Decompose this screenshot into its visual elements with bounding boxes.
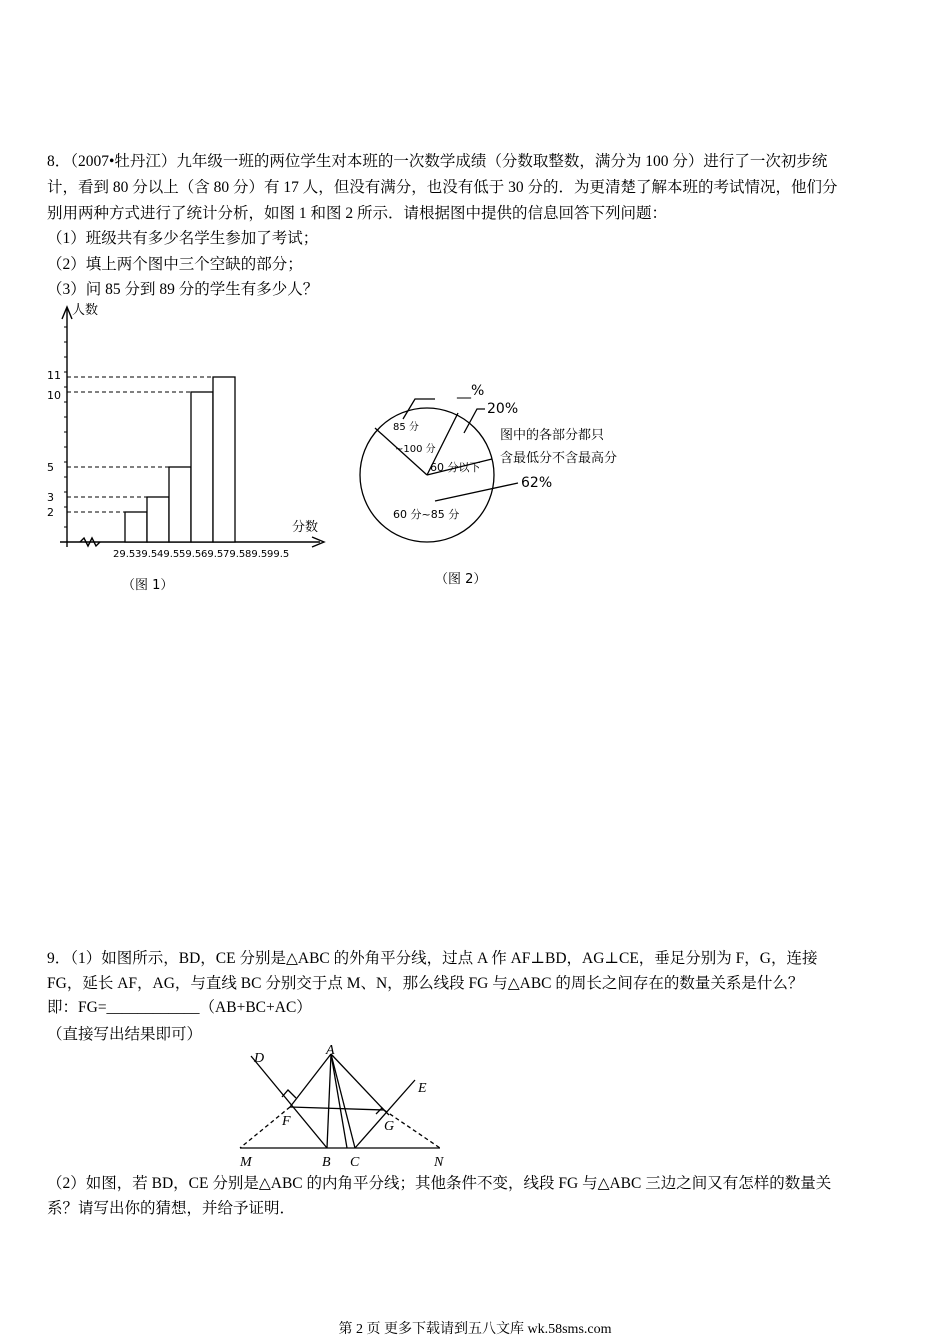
x-tick-label: 99.5 [267, 549, 290, 560]
q9-line-1: 9．（1）如图所示，BD，CE 分别是△ABC 的外角平分线，过点 A 作 AF⊥BD，AG⊥CE，垂足分别为 F，G，连接 [47, 950, 818, 967]
fig2-note-1: 图中的各部分都只 [500, 428, 605, 443]
y-tick-label: 5 [47, 461, 54, 474]
y-tick-label: 10 [47, 389, 61, 402]
page-footer: 第 2 页 更多下载请到五八文库 wk.58sms.com [338, 1322, 612, 1337]
fig2-label-100: ~100 分 [395, 444, 436, 455]
fig2-pct62: 62% [521, 475, 553, 491]
q8-line-3: 别用两种方式进行了统计分析，如图 1 和图 2 所示．请根据图中提供的信息回答下列问题： [47, 205, 668, 222]
fig1-ylabel: 人数 [72, 303, 99, 318]
q9-line-4: （直接写出结果即可） [47, 1026, 203, 1043]
histogram-bar [191, 392, 213, 542]
q8-line-2: 计，看到 80 分以上（含 80 分）有 17 人，但没有满分，也没有低于 30 分的．为更清楚了解本班的考试情况，他们分 [47, 179, 838, 196]
q8-line-5: （2）填上两个图中三个空缺的部分； [47, 256, 303, 273]
fig2-note-2: 含最低分不含最高分 [500, 451, 618, 466]
figure-3-geometry [230, 1042, 460, 1172]
histogram-bar [147, 497, 169, 542]
label-F: F [282, 1114, 291, 1129]
fig1-caption: （图 1） [122, 578, 174, 593]
figure-2-pie [355, 375, 655, 595]
fig2-blank-pct: __% [457, 383, 485, 399]
histogram-bar [125, 512, 147, 542]
q9-line-3: 即：FG=____________（AB+BC+AC） [47, 999, 312, 1016]
label-A: A [326, 1043, 335, 1058]
label-E: E [418, 1081, 427, 1096]
q8-line-6: （3）问 85 分到 89 分的学生有多少人？ [47, 281, 319, 298]
y-tick-label: 11 [47, 369, 61, 382]
x-tick-label: 49.5 [157, 549, 180, 560]
x-tick-label: 29.5 [113, 549, 136, 560]
fig2-pct20: 20% [487, 401, 519, 417]
label-D: D [254, 1051, 265, 1066]
figure-1-histogram [40, 295, 340, 605]
x-tick-label: 89.5 [245, 549, 268, 560]
fig1-xlabel: 分数 [292, 520, 319, 535]
q8-line-4: （1）班级共有多少名学生参加了考试； [47, 230, 319, 247]
label-M: M [240, 1155, 252, 1170]
q8-line-1: 8．（2007•牡丹江）九年级一班的两位学生对本班的一次数学成绩（分数取整数，满分为 100 分）进行了一次初步统 [47, 153, 828, 170]
fig2-label-85: 85 分 [393, 422, 419, 433]
fig2-label-mid: 60 分~85 分 [393, 508, 460, 521]
y-tick-label: 2 [47, 506, 54, 519]
x-tick-label: 79.5 [223, 549, 246, 560]
label-N: N [434, 1155, 444, 1170]
label-G: G [384, 1119, 395, 1134]
fig2-caption: （图 2） [435, 572, 487, 587]
fig2-label-below60: 60 分以下 [430, 461, 481, 474]
x-tick-label: 69.5 [201, 549, 224, 560]
y-tick-label: 3 [47, 491, 54, 504]
x-tick-label: 39.5 [135, 549, 158, 560]
q9-line-6: 系？请写出你的猜想，并给予证明． [47, 1200, 296, 1217]
label-B: B [322, 1155, 331, 1170]
x-tick-label: 59.5 [179, 549, 202, 560]
label-C: C [350, 1155, 360, 1170]
histogram-bar [213, 377, 235, 542]
q9-line-2: FG，延长 AF，AG，与直线 BC 分别交于点 M、N，那么线段 FG 与△ABC 的周长之间存在的数量关系是什么？ [47, 975, 804, 992]
histogram-bar [169, 467, 191, 542]
q9-line-5: （2）如图，若 BD，CE 分别是△ABC 的内角平分线；其他条件不变，线段 FG 与△ABC 三边之间又有怎样的数量关 [47, 1175, 832, 1192]
